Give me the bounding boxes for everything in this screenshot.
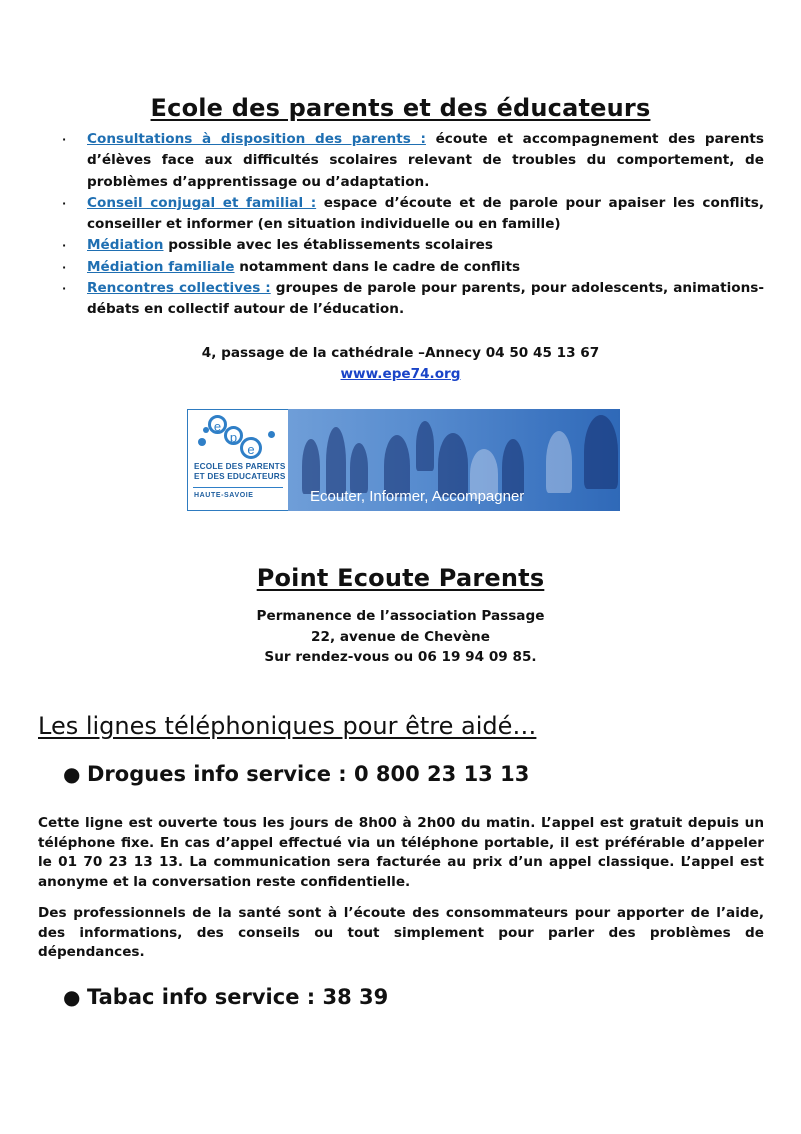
service-link[interactable]: Conseil conjugal et familial : xyxy=(87,194,317,211)
service-link[interactable]: Consultations à disposition des parents : xyxy=(87,131,426,147)
epe-website-link[interactable]: www.epe74.org xyxy=(340,366,461,382)
helplines-title: Les lignes téléphoniques pour être aidé… xyxy=(38,712,537,740)
bullet-icon: · xyxy=(62,133,67,146)
silhouette-icon xyxy=(584,415,618,489)
epe-section-title: Ecole des parents et des éducateurs xyxy=(150,94,651,122)
bullet-icon: · xyxy=(62,260,67,274)
logo-region: HAUTE-SAVOIE xyxy=(194,492,254,499)
bullet-icon: · xyxy=(62,239,67,253)
service-link[interactable]: Médiation familiale xyxy=(87,258,235,275)
service-link[interactable]: Médiation xyxy=(87,237,164,254)
bullet-icon: ● xyxy=(63,985,81,1009)
banner-tagline: Ecouter, Informer, Accompagner xyxy=(310,488,525,505)
service-description: espace d’écoute et de parole pour apaiser les conflits, conseiller et informer (en situation individuelle ou en famille) xyxy=(87,194,764,233)
service-link[interactable]: Rencontres collectives : xyxy=(87,280,271,297)
silhouette-icon xyxy=(350,443,368,493)
silhouette-icon xyxy=(302,439,320,494)
helpline-tabac xyxy=(63,985,388,1009)
logo-line-1: ECOLE DES PARENTS xyxy=(194,462,286,471)
logo-letter-p: p xyxy=(224,426,243,445)
list-item xyxy=(62,193,764,236)
pep-section-title: Point Ecoute Parents xyxy=(256,564,545,592)
silhouette-icon xyxy=(416,421,434,471)
list-item xyxy=(62,278,764,321)
list-item xyxy=(62,235,764,256)
pep-line: Sur rendez-vous ou 06 19 94 09 85. xyxy=(264,649,537,665)
helpline-paragraph: Cette ligne est ouverte tous les jours de 8h00 à 2h00 du matin. L’appel est gratuit depuis un téléphone fixe. En cas d’appel effectué via un téléphone portable, il est préférable d’appeler le 01 70 23 13 13. La communication sera facturée au prix d’un appel classique. L’appel est anonyme et la conversation reste confidentielle. xyxy=(38,815,764,890)
bullet-icon: · xyxy=(62,282,67,296)
pep-line: Permanence de l’association Passage xyxy=(256,608,545,624)
service-description: écoute et accompagnement des parents d’élèves face aux difficultés scolaires relevant de troubles du comportement, de problèmes d’apprentissage ou d’adaptation. xyxy=(87,131,764,190)
logo-divider xyxy=(193,487,283,488)
pep-line: 22, avenue de Chevène xyxy=(311,628,490,645)
epe-banner xyxy=(187,409,620,511)
pep-details xyxy=(0,606,801,668)
helpline-label: Tabac info service : 38 39 xyxy=(87,985,389,1009)
epe-logo xyxy=(187,409,289,511)
logo-letter-e: e xyxy=(240,437,262,459)
silhouette-icon xyxy=(546,431,572,493)
logo-line-2: ET DES EDUCATEURS xyxy=(194,472,286,481)
list-item xyxy=(62,129,764,193)
service-description: possible avec les établissements scolaires xyxy=(163,237,493,254)
logo-dot-icon xyxy=(268,431,275,438)
list-item xyxy=(62,257,764,278)
helpline-drogues xyxy=(63,762,529,786)
helpline-paragraph: Des professionnels de la santé sont à l’écoute des consommateurs pour apporter de l’aide, des informations, des conseils ou tout simplement pour parler des problèmes de dépendances. xyxy=(38,905,764,961)
logo-dot-icon xyxy=(198,438,206,446)
bullet-icon: · xyxy=(62,196,67,210)
epe-address: 4, passage de la cathédrale –Annecy 04 50 45 13 67 xyxy=(201,345,600,361)
epe-services-list xyxy=(62,129,764,321)
bullet-icon: ● xyxy=(63,762,81,786)
service-description: notamment dans le cadre de conflits xyxy=(234,258,521,275)
service-description: groupes de parole pour parents, pour adolescents, animations-débats en collectif autour de l’éducation. xyxy=(87,280,764,318)
silhouette-icon xyxy=(326,427,346,497)
banner-photo xyxy=(288,409,620,511)
helpline-label: Drogues info service : 0 800 23 13 13 xyxy=(87,762,530,786)
logo-letter-e: e xyxy=(208,415,227,434)
